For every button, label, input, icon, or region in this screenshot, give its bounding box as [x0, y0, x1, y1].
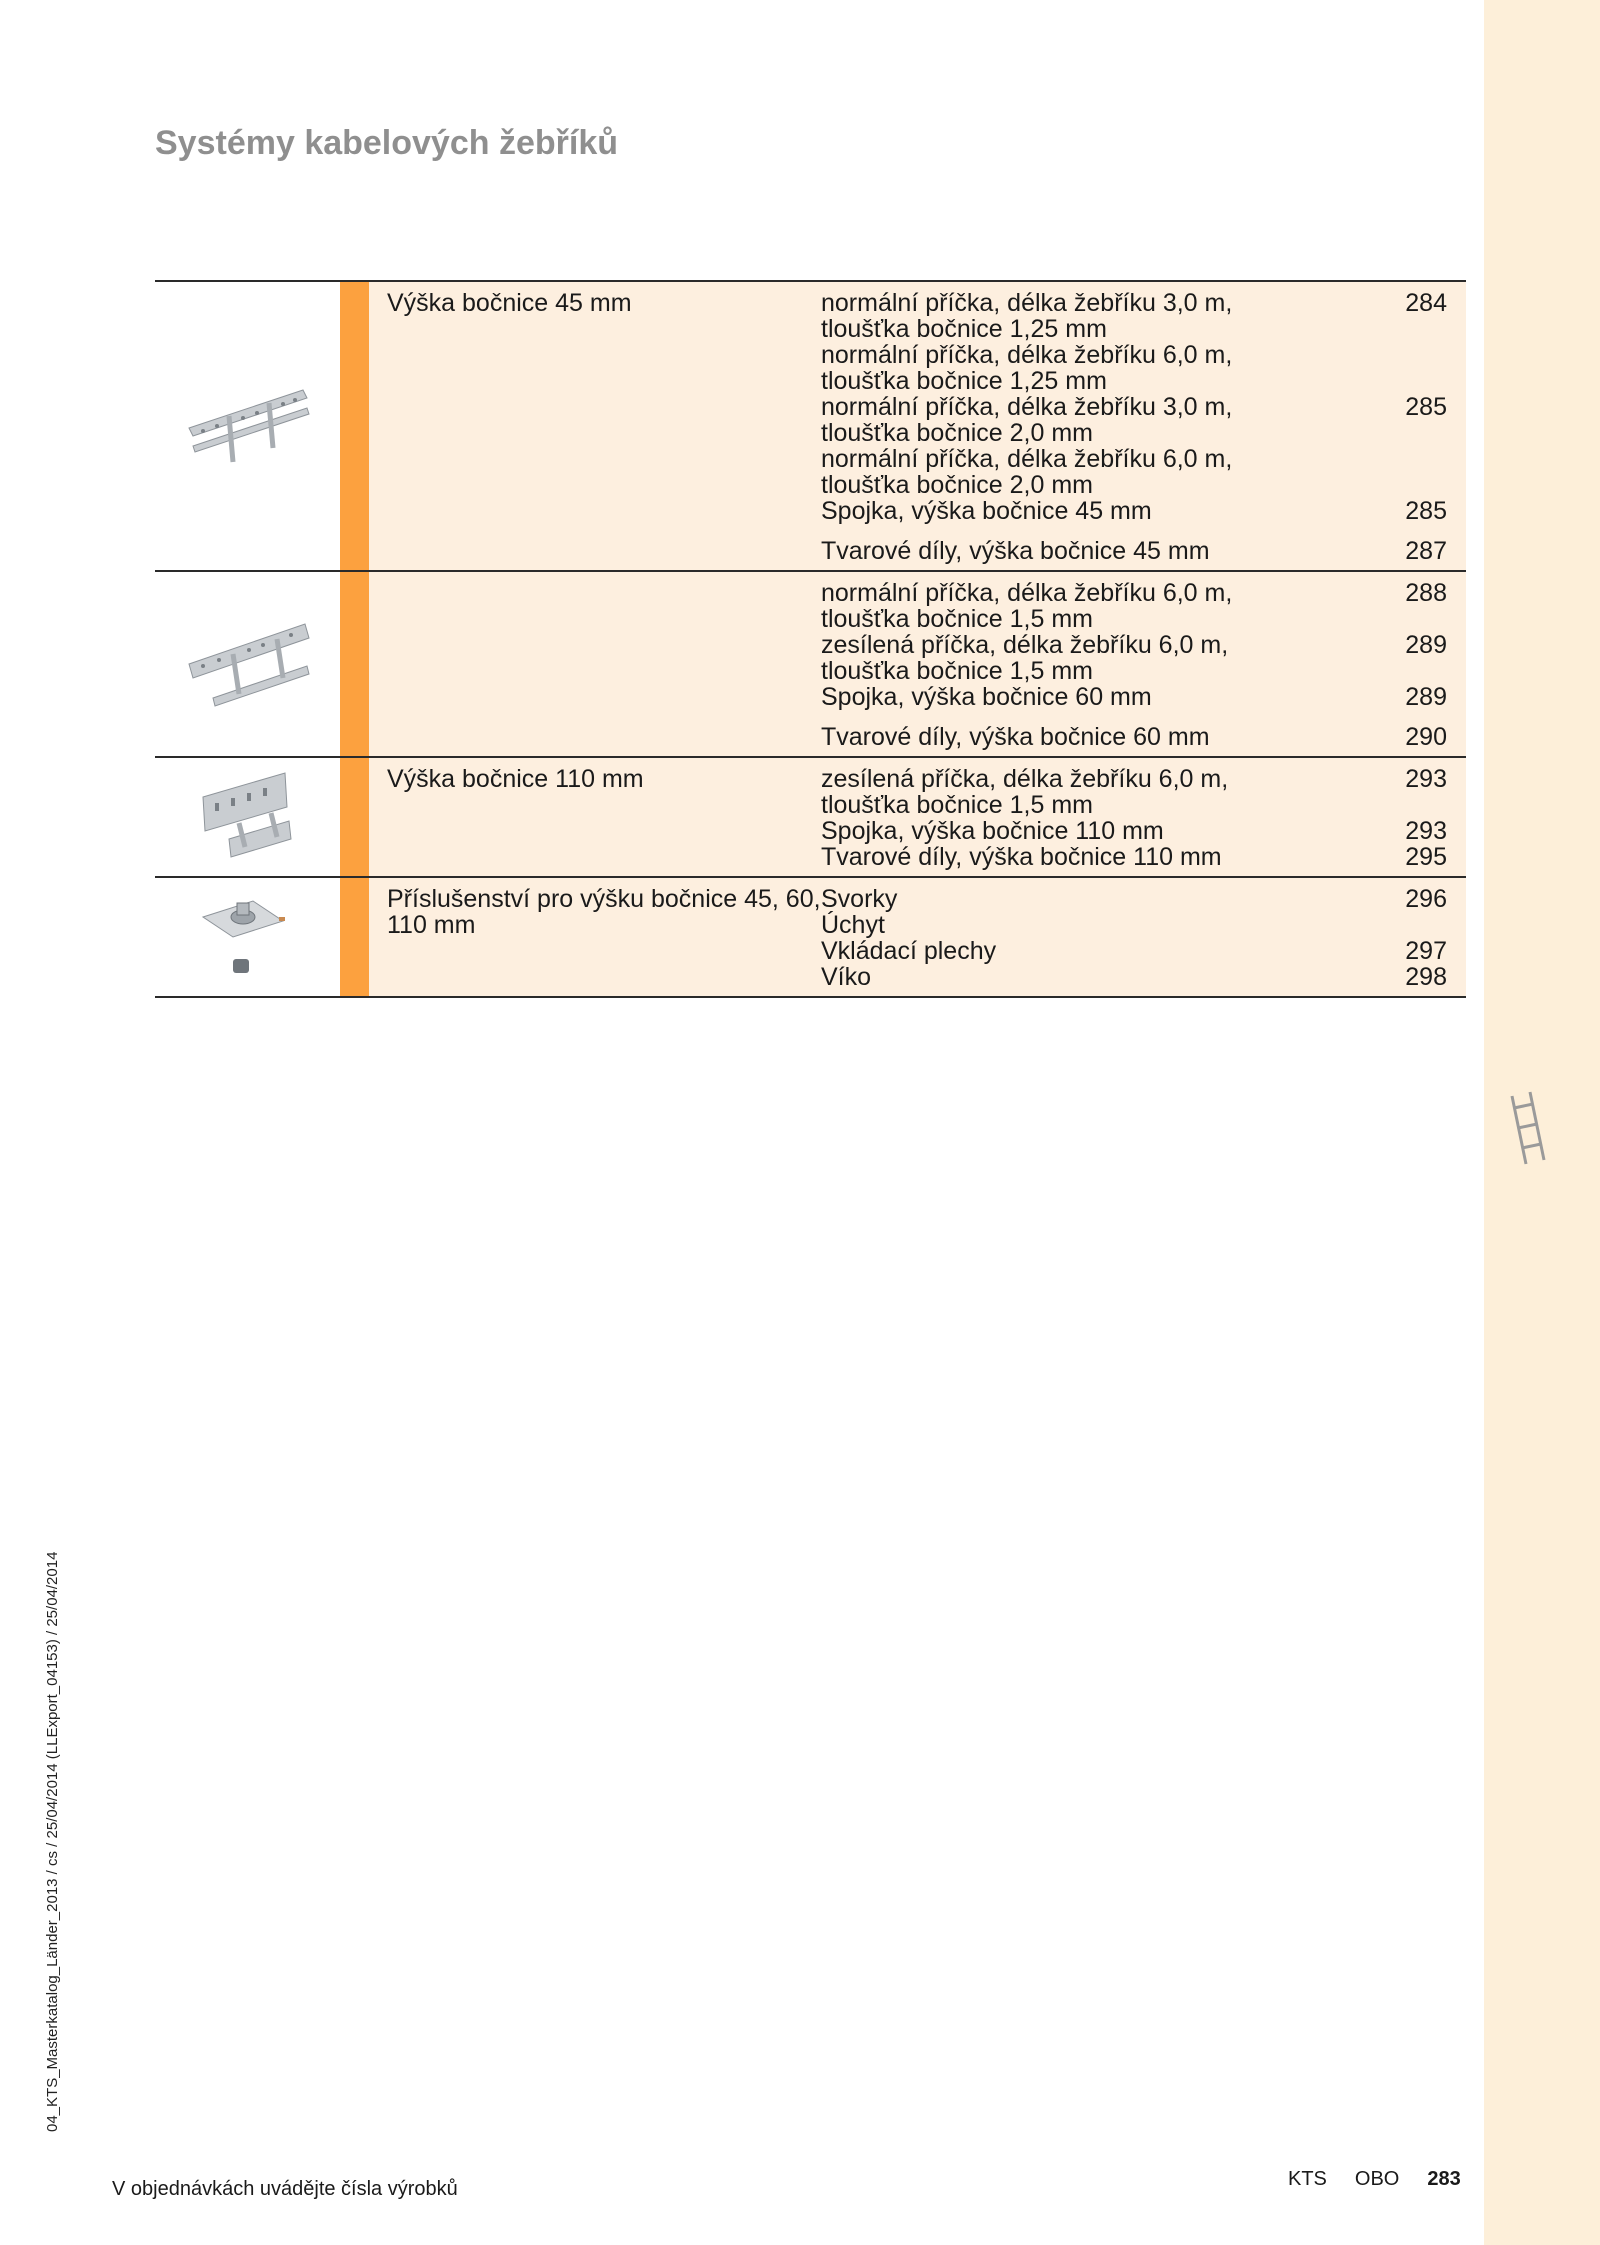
list-item [821, 684, 1447, 710]
item-list [821, 886, 1466, 996]
list-item [821, 394, 1447, 446]
list-item [821, 290, 1447, 342]
row-body [369, 878, 1466, 996]
item-description: normální příčka, délka žebříku 6,0 m, tloušťka bočnice 1,5 mm [821, 579, 1233, 633]
item-page-link[interactable]: 285 [1405, 393, 1447, 421]
accent-bar [340, 878, 369, 996]
item-description: Tvarové díly, výška bočnice 110 mm [821, 843, 1222, 871]
row-subject: Výška bočnice 45 mm [387, 289, 632, 317]
product-table [155, 280, 1466, 998]
list-item [821, 964, 1447, 990]
item-description: Svorky [821, 885, 898, 913]
list-item [821, 632, 1447, 684]
item-list [821, 290, 1466, 570]
item-page-link[interactable]: 293 [1405, 817, 1447, 845]
footer-brand: OBO [1354, 2168, 1400, 2190]
table-row [155, 280, 1466, 570]
item-description: Spojka, výška bočnice 110 mm [821, 817, 1164, 845]
item-page-link[interactable]: 293 [1405, 765, 1447, 793]
item-list [821, 580, 1466, 756]
item-list [821, 766, 1466, 876]
list-item [821, 938, 1447, 964]
list-item [821, 498, 1447, 524]
item-page-link[interactable]: 298 [1405, 963, 1447, 991]
row-subject: Příslušenství pro výšku bočnice 45, 60, 110 mm [387, 885, 821, 939]
list-item [821, 886, 1447, 912]
table-row [155, 876, 1466, 998]
accent-bar [340, 572, 369, 756]
list-item [821, 342, 1447, 394]
table-row [155, 570, 1466, 756]
cable-ladder-110-icon [193, 767, 303, 867]
order-note: V objednávkách uvádějte čísla výrobků [112, 2178, 458, 2200]
list-item [821, 912, 1447, 938]
accent-bar [340, 758, 369, 876]
cable-ladder-60-icon [183, 614, 313, 714]
print-meta: 04_KTS_Masterkatalog_Länder_2013 / cs / 25/04/2014 (LLExport_04153) / 25/04/2014 [44, 1551, 61, 2132]
item-description: Víko [821, 963, 872, 991]
item-description: normální příčka, délka žebříku 6,0 m, tloušťka bočnice 1,25 mm [821, 341, 1233, 395]
item-page-link[interactable]: 297 [1405, 937, 1447, 965]
accent-bar [340, 282, 369, 570]
product-thumb [155, 572, 340, 756]
product-thumb [155, 758, 340, 876]
table-row [155, 756, 1466, 876]
list-item [821, 818, 1447, 844]
item-description: normální příčka, délka žebříku 6,0 m, tloušťka bočnice 2,0 mm [821, 445, 1233, 499]
row-subject: Výška bočnice 110 mm [387, 765, 644, 793]
list-item [821, 766, 1447, 818]
list-item [821, 580, 1447, 632]
item-description: normální příčka, délka žebříku 3,0 m, tloušťka bočnice 2,0 mm [821, 393, 1233, 447]
item-description: Vkládací plechy [821, 937, 997, 965]
footer-info [1288, 2168, 1461, 2191]
item-description: zesílená příčka, délka žebříku 6,0 m, tloušťka bočnice 1,5 mm [821, 631, 1229, 685]
item-page-link[interactable]: 284 [1405, 289, 1447, 317]
row-subject [369, 580, 821, 756]
item-page-link[interactable]: 295 [1405, 843, 1447, 871]
page-number: 283 [1427, 2168, 1461, 2190]
item-description: Spojka, výška bočnice 45 mm [821, 497, 1152, 525]
row-body [369, 758, 1466, 876]
product-thumb [155, 878, 340, 996]
footer-section: KTS [1288, 2168, 1327, 2190]
page-title: Systémy kabelových žebříků [155, 124, 619, 162]
row-body [369, 282, 1466, 570]
item-page-link[interactable]: 296 [1405, 885, 1447, 913]
item-page-link[interactable]: 290 [1405, 723, 1447, 751]
item-description: normální příčka, délka žebříku 3,0 m, tloušťka bočnice 1,25 mm [821, 289, 1233, 343]
item-page-link[interactable]: 287 [1405, 537, 1447, 565]
item-description: Tvarové díly, výška bočnice 45 mm [821, 537, 1210, 565]
item-page-link[interactable]: 285 [1405, 497, 1447, 525]
cable-ladder-45-icon [183, 376, 313, 476]
list-item [821, 446, 1447, 498]
item-page-link[interactable]: 289 [1405, 683, 1447, 711]
item-page-link[interactable]: 289 [1405, 631, 1447, 659]
cable-ladder-side-icon [1500, 1090, 1560, 1170]
item-description: Úchyt [821, 911, 885, 939]
item-description: Spojka, výška bočnice 60 mm [821, 683, 1152, 711]
product-thumb [155, 282, 340, 570]
list-item [821, 844, 1447, 870]
item-description: zesílená příčka, délka žebříku 6,0 m, tloušťka bočnice 1,5 mm [821, 765, 1229, 819]
item-description: Tvarové díly, výška bočnice 60 mm [821, 723, 1210, 751]
ladder-accessories-icon [193, 887, 303, 987]
list-item [821, 724, 1447, 750]
row-body [369, 572, 1466, 756]
list-item [821, 538, 1447, 564]
item-page-link[interactable]: 288 [1405, 579, 1447, 607]
